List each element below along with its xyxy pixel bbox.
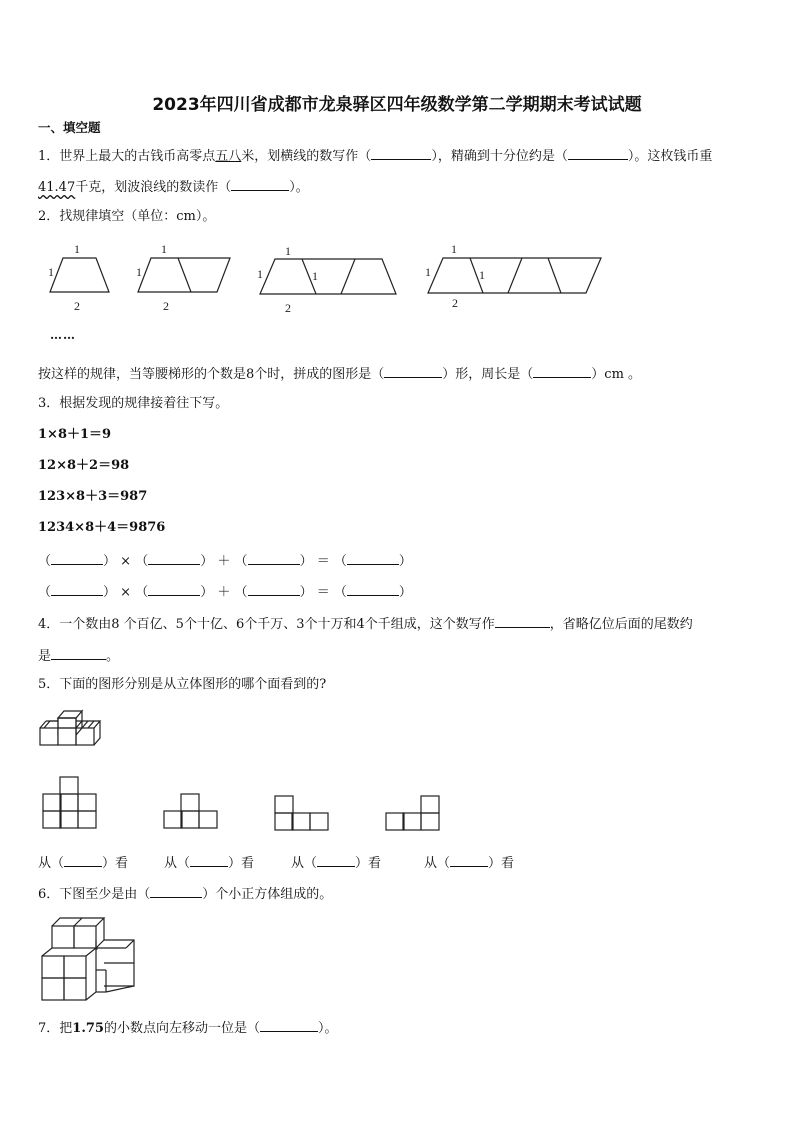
answer-blank[interactable] [231,179,289,191]
view-shape-3 [274,795,330,832]
label-inner: 1 [312,269,318,283]
pattern-line-4: 1234×8＋4＝9876 [38,520,166,535]
label-bottom: 2 [285,301,291,315]
answer-blank[interactable] [495,616,550,628]
answer-blank[interactable] [190,855,228,867]
answer-blank[interactable] [64,855,102,867]
answer-blank[interactable] [568,148,628,160]
question-1-line-2: 41.47千克，划波浪线的数读作（ ）。 [38,180,309,195]
answer-blank[interactable] [148,584,200,596]
question-5-text: 5．下面的图形分别是从立体图形的哪个面看到的? [38,677,327,692]
pattern-line-3: 123×8＋3＝987 [38,489,148,504]
answer-blank[interactable] [150,886,202,898]
view-answer-1: 从（ ）看 [38,856,129,871]
label-top: 1 [285,244,291,258]
view-answer-2: 从（ ）看 [164,856,255,871]
answer-blank[interactable] [248,584,300,596]
view-answer-3: 从（ ）看 [291,856,382,871]
label-left: 1 [425,265,431,279]
trapezoid-pattern-figure [40,240,610,315]
answer-blank[interactable] [347,553,399,565]
label-inner: 1 [479,268,485,282]
answer-blank[interactable] [384,366,442,378]
question-2-text: 2．找规律填空（单位：cm）。 [38,209,216,224]
view-shape-4 [385,795,441,832]
label-left: 1 [257,267,263,281]
pattern-line-2: 12×8＋2＝98 [38,458,130,473]
answer-blank[interactable] [450,855,488,867]
answer-blank[interactable] [51,584,103,596]
label-top: 1 [161,242,167,256]
answer-blank[interactable] [317,855,355,867]
question-2-answer-line: 按这样的规律，当等腰梯形的个数是8个时，拼成的图形是（ ）形，周长是（ ）cm 。 [38,367,642,382]
label-left: 1 [136,265,142,279]
question-3-text: 3．根据发现的规律接着往下写。 [38,396,229,411]
question-7-text: 7．把1.75的小数点向左移动一位是（ ）。 [38,1021,338,1036]
label-left: 1 [48,265,54,279]
ellipsis: …… [50,328,76,342]
question-4-line-2: 是 。 [38,649,120,664]
answer-blank[interactable] [248,553,300,565]
label-bottom: 2 [74,299,80,313]
pattern-blank-row-1: （ ） × （ ） ＋ （ ） ＝ （ ） [38,554,412,569]
answer-blank[interactable] [148,553,200,565]
cube-stack-figure-2 [40,916,136,1006]
section-heading: 一、填空题 [38,120,101,135]
answer-blank[interactable] [347,584,399,596]
question-4-line-1: 4．一个数由8 个百亿、5个十亿、6个千万、3个十万和4个千组成，这个数写作 ，省略亿位后面的尾数约 [38,617,693,632]
pattern-line-1: 1×8＋1＝9 [38,427,112,442]
view-answer-4: 从（ ）看 [424,856,515,871]
label-top: 1 [451,242,457,256]
trapezoid-1 [50,258,109,292]
answer-blank[interactable] [533,366,591,378]
answer-blank[interactable] [51,648,106,660]
cube-stack-figure [38,708,108,753]
label-bottom: 2 [452,296,458,310]
pattern-blank-row-2: （ ） × （ ） ＋ （ ） ＝ （ ） [38,585,412,600]
label-bottom: 2 [163,299,169,313]
page-title: 2023年四川省成都市龙泉驿区四年级数学第二学期期末考试试题 [152,95,642,115]
question-6-text: 6．下图至少是由（ ）个小正方体组成的。 [38,887,333,902]
answer-blank[interactable] [260,1020,318,1032]
question-1-line-1: 1．世界上最大的古钱币高零点五八米，划横线的数写作（ ），精确到十分位约是（ ）。这枚钱币重 [38,149,713,164]
view-shape-2 [163,793,219,830]
answer-blank[interactable] [51,553,103,565]
trapezoid-group-3 [260,259,396,294]
view-shape-1 [42,776,98,830]
answer-blank[interactable] [371,148,431,160]
label-top: 1 [74,242,80,256]
